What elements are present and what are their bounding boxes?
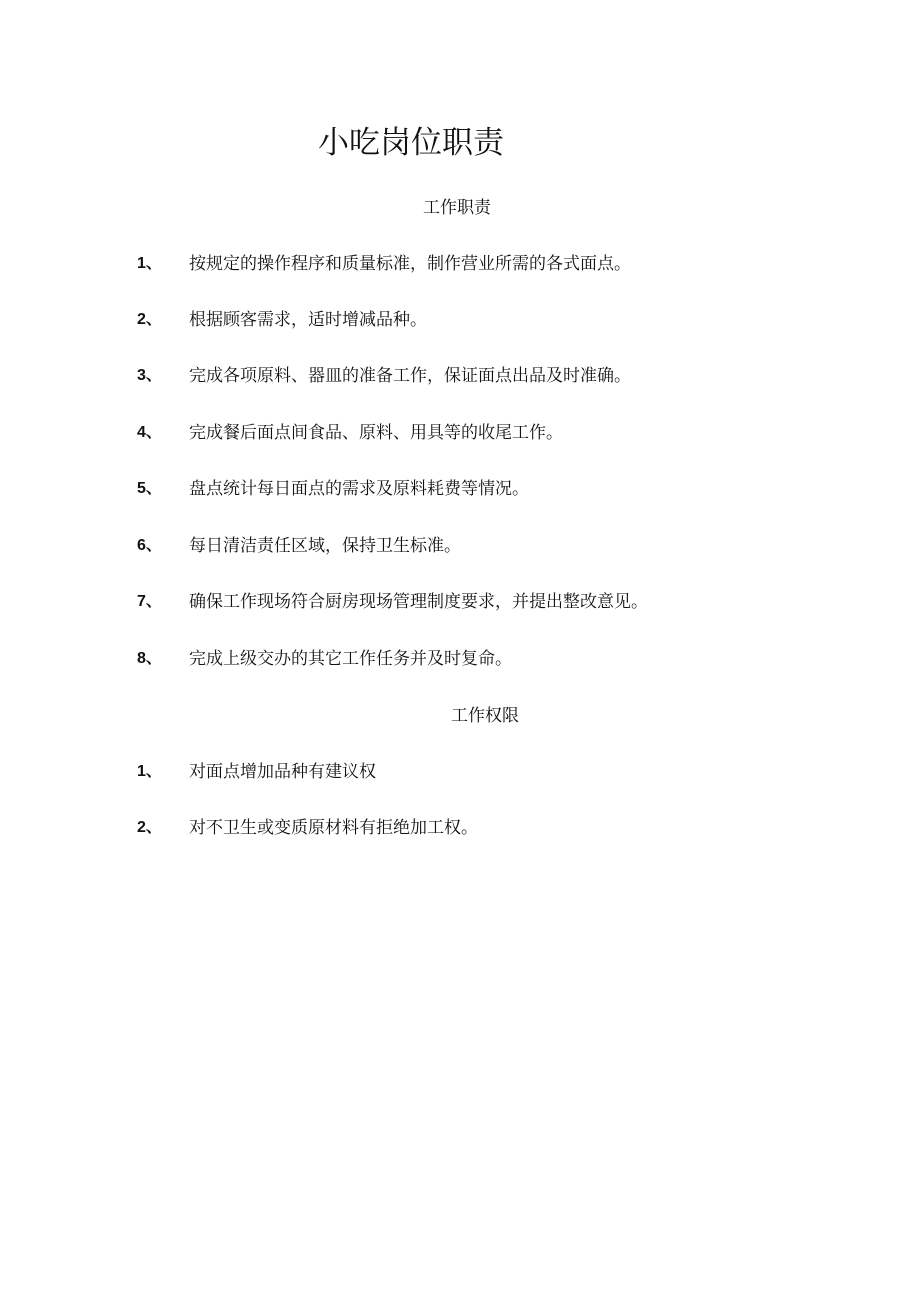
list-item (0, 250, 900, 278)
item-number: 1、 (137, 255, 162, 272)
item-text: 每日清洁责任区域，保持卫生标准。 (189, 536, 461, 556)
list-item (0, 814, 900, 842)
item-text: 对面点增加品种有建议权 (189, 762, 376, 782)
list-item (0, 306, 900, 334)
list-item (0, 475, 900, 503)
item-text: 对不卫生或变质原材料有拒绝加工权。 (189, 818, 478, 838)
item-number: 5、 (137, 480, 162, 497)
section-heading-duties: 工作职责 (423, 198, 491, 218)
item-text: 按规定的操作程序和质量标准，制作营业所需的各式面点。 (189, 254, 631, 274)
item-number: 1、 (137, 763, 162, 780)
item-number: 4、 (137, 424, 162, 441)
document-title: 小吃岗位职责 (318, 125, 504, 161)
list-item (0, 758, 900, 786)
item-number: 3、 (137, 367, 162, 384)
item-text: 完成餐后面点间食品、原料、用具等的收尾工作。 (189, 423, 563, 443)
item-number: 7、 (137, 593, 162, 610)
item-number: 2、 (137, 819, 162, 836)
item-number: 6、 (137, 537, 162, 554)
list-item (0, 532, 900, 560)
list-item (0, 645, 900, 673)
item-text: 完成各项原料、器皿的准备工作，保证面点出品及时准确。 (189, 366, 631, 386)
item-text: 盘点统计每日面点的需求及原料耗费等情况。 (189, 479, 529, 499)
item-number: 2、 (137, 311, 162, 328)
item-number: 8、 (137, 650, 162, 667)
item-text: 完成上级交办的其它工作任务并及时复命。 (189, 649, 512, 669)
list-item (0, 362, 900, 390)
item-text: 确保工作现场符合厨房现场管理制度要求，并提出整改意见。 (189, 592, 648, 612)
section-heading-authority: 工作权限 (451, 706, 519, 726)
item-text: 根据顾客需求，适时增减品种。 (189, 310, 427, 330)
list-item (0, 419, 900, 447)
list-item (0, 588, 900, 616)
